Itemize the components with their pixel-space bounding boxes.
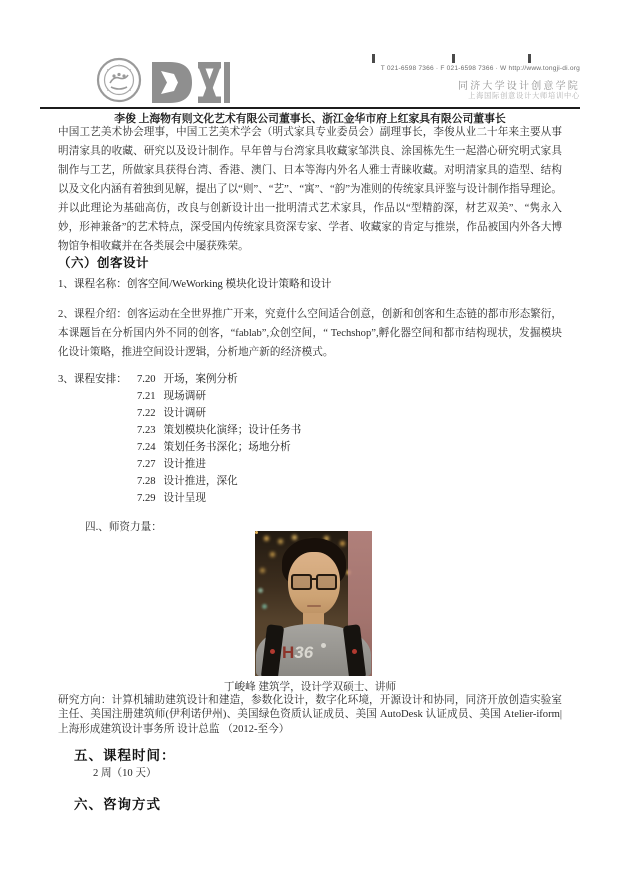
schedule-row (58, 456, 518, 473)
schedule-row (58, 371, 518, 388)
biography-paragraph: 中国工艺美术协会理事，中国工艺美术学会（明式家具专业委员会）副理事长，李俊从业二十年来主要从事明清家具的收藏、研究以及设计制作。早年曾与台湾家具收藏家邹洪良、涂国栋先生一起潜心研究明式家具制作与工艺，所做家具获得台湾、香港、澳门、日本等海内外名人雅士青睐收藏。对明清家具的造型、结构以及文化内涵有着独到见解，提出了以“则”、“艺”、“寓”、“韵”为准则的传统家具评鉴与设计制作指导理论。并以此理论为基础高仿，改良与创新设计出一批明清式艺术家具，作品以“型精韵深，材艺双美”、“隽永入妙，形神兼备”的艺术特点，深受国内传统家具资深专家、学者、收藏家的肯定与推崇，作品被国内外各大博物馆争相收藏并在各类展会中屡获殊荣。 (58, 127, 562, 252)
course-name-line: 1、课程名称：创客空间/WeWorking 模块化设计策略和设计 (58, 279, 332, 290)
schedule-text: 设计推进 (163, 459, 206, 470)
schedule-date: 7.24 (137, 442, 156, 453)
section-course-time-heading: 五、课程时间： (74, 748, 176, 763)
section-maker-design-heading: （六）创客设计 (58, 256, 150, 270)
schedule-date: 7.28 (137, 476, 156, 487)
shirt-print-dot (321, 643, 326, 648)
photo-mouth (307, 605, 321, 607)
schedule-date: 7.22 (137, 408, 156, 419)
photo-shirt-print (282, 644, 313, 661)
research-direction-paragraph: 研究方向：计算机辅助建筑设计和建造，参数化设计，数字化环境，开源设计和协同，同济开放创造实验室主任、美国注册建筑师(伊利诺伊州)、美国绿色资质认证成员、美国 AutoDesk 认证成员、美国 Atelier-iform|上海形成建筑设计事务所 设计总监 （2012-至今） (58, 695, 562, 735)
schedule-date: 7.21 (137, 391, 156, 402)
schedule-row (58, 473, 518, 490)
schedule-date: 7.29 (137, 493, 156, 504)
header-tick-icon (372, 54, 375, 63)
schedule-text: 现场调研 (163, 391, 206, 402)
schedule-date: 7.27 (137, 459, 156, 470)
faculty-portrait-photo (255, 531, 372, 676)
header-divider-rule (40, 107, 580, 109)
course-intro-paragraph: 2、课程介绍：创客运动在全世界推广开来，究竟什么空间适合创意，创新和创客和生态链的都市形态繁衍，本课题旨在分析国内外不同的创客，“fablab”,众创空间，“ Techshop”,孵化器空间和都市结构现状，发掘模块化设计策略，推进空间设计逻辑，分析地产新的经济模式。 (58, 309, 562, 358)
schedule-text: 设计推进，深化 (163, 476, 238, 487)
schedule-row (58, 422, 518, 439)
schedule-row (58, 490, 518, 507)
course-duration-value: 2 周（10 天） (93, 768, 157, 779)
schedule-text: 设计调研 (163, 408, 206, 419)
course-schedule-list (58, 371, 518, 507)
schedule-row (58, 405, 518, 422)
photo-glasses (291, 574, 337, 587)
schedule-text: 策划模块化演绎；设计任务书 (163, 425, 302, 436)
schedule-date: 7.23 (137, 425, 156, 436)
schedule-text: 设计呈现 (163, 493, 206, 504)
photo-ceiling-lights (255, 531, 258, 534)
schedule-label: 3、课程安排： (58, 374, 127, 385)
section-consultation-heading: 六、咨询方式 (74, 797, 161, 812)
schedule-date: 7.20 (137, 374, 156, 385)
d-and-i-logo-icon (150, 60, 230, 105)
schedule-row (58, 439, 518, 456)
schedule-row (58, 388, 518, 405)
shirt-print-36: 36 (294, 643, 314, 662)
schedule-text: 策划任务书深化；场地分析 (163, 442, 291, 453)
photo-strap-red-dot (270, 649, 275, 654)
header-tick-icon (452, 54, 455, 63)
photo-glasses-left-lens (291, 574, 312, 590)
shirt-print-h: H (282, 643, 295, 662)
faculty-strength-label: 四.、师资力量： (85, 522, 162, 533)
header-school-name: 同济大学设计创意学院 (458, 81, 580, 92)
header-center-name: 上海国际创意设计大师培训中心 (468, 91, 580, 100)
header-contact-line: T 021-6598 7366 · F 021-6598 7366 · W http://www.tongji-di.org (380, 65, 580, 72)
schedule-text: 开场，案例分析 (163, 374, 238, 385)
photo-glasses-right-lens (316, 574, 337, 590)
person-title-line: 李俊 上海物有则文化艺术有限公司董事长、浙江金华市府上红家具有限公司董事长 (114, 113, 506, 125)
faculty-caption: 丁峻峰 建筑学，设计学双硕士、讲师 (223, 682, 397, 693)
tongji-university-seal-icon (96, 57, 142, 103)
photo-strap-red-dot (352, 649, 357, 654)
header-tick-icon (528, 54, 531, 63)
